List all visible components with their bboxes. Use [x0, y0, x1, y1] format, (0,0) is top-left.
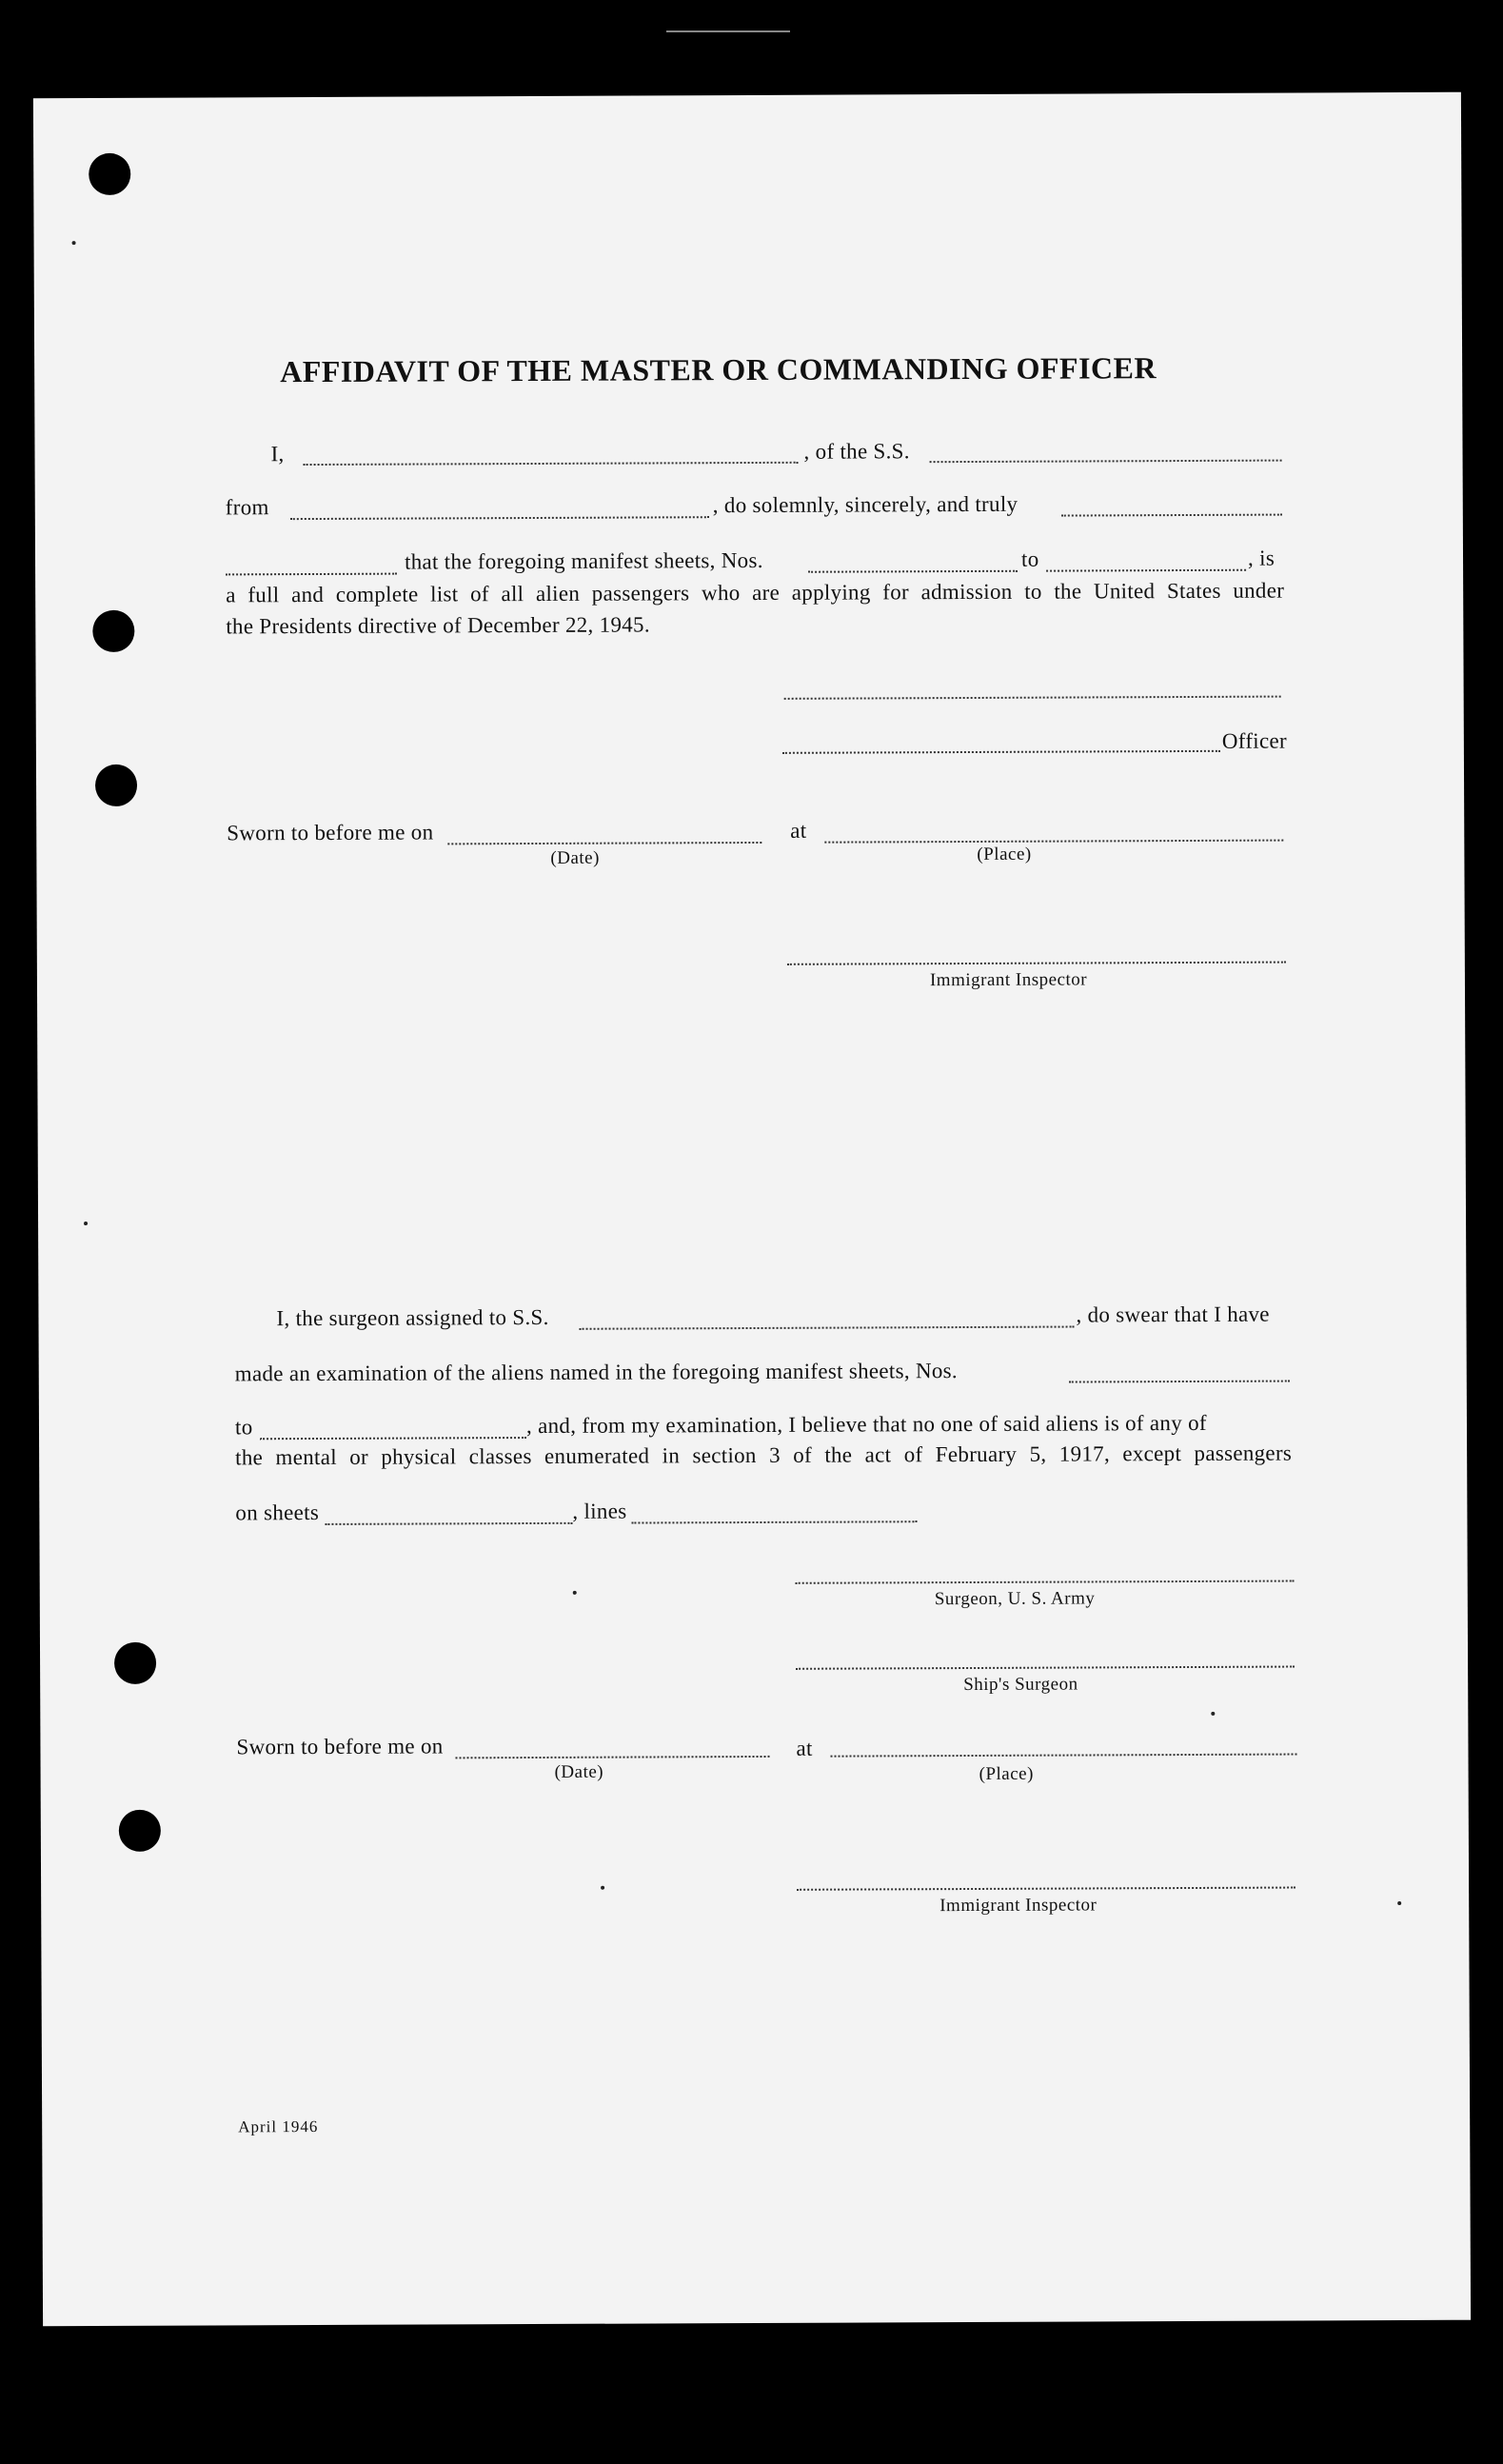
surgeon-on-sheets-label: on sheets — [235, 1500, 320, 1525]
scan-speck — [1397, 1901, 1401, 1905]
master-ship-name-field[interactable] — [930, 460, 1282, 464]
surgeon-date-caption: (Date) — [554, 1761, 604, 1782]
master-from-port-field[interactable] — [290, 516, 709, 520]
surgeon-lines-field[interactable] — [631, 1520, 917, 1523]
scan-speck — [573, 1591, 577, 1595]
master-name-field[interactable] — [304, 462, 799, 466]
ship-surgeon-signature-field[interactable] — [796, 1666, 1295, 1670]
master-from-label: from — [225, 495, 269, 520]
master-affirm-field[interactable] — [226, 573, 397, 576]
master-sheet-to-field[interactable] — [1046, 569, 1246, 572]
surgeon-sheet-to-field[interactable] — [260, 1437, 526, 1440]
master-sheet-from-field[interactable] — [808, 570, 1018, 573]
master-at-label: at — [790, 818, 807, 843]
ship-surgeon-caption: Ship's Surgeon — [963, 1674, 1078, 1696]
scan-speck — [1211, 1712, 1215, 1716]
master-inspector-signature-field[interactable] — [787, 962, 1286, 965]
army-surgeon-caption: Surgeon, U. S. Army — [934, 1588, 1096, 1610]
surgeon-to-label: to — [234, 1415, 253, 1440]
scan-speck — [601, 1886, 604, 1890]
surgeon-swear-text: , do swear that I have — [1076, 1302, 1270, 1327]
master-statement-line: a full and complete list of all alien passengers who are applying for admission to the United States under — [226, 578, 1285, 607]
surgeon-ship-name-field[interactable] — [580, 1326, 1075, 1330]
surgeon-sheets-field[interactable] — [325, 1522, 572, 1525]
master-signature-field[interactable] — [784, 696, 1281, 700]
master-sworn-label: Sworn to before me on — [227, 820, 434, 845]
surgeon-classes-text: the mental or physical classes enumerated in section 3 of the act of February 5, 1917, except passengers — [235, 1441, 1293, 1470]
surgeon-sworn-date-field[interactable] — [456, 1756, 770, 1759]
surgeon-examination-text: made an examination of the aliens named in the foregoing manifest sheets, Nos. — [234, 1359, 958, 1386]
surgeon-inspector-caption: Immigrant Inspector — [939, 1895, 1098, 1917]
surgeon-sworn-place-field[interactable] — [831, 1754, 1297, 1758]
surgeon-lines-label: , lines — [572, 1499, 627, 1523]
form-edition-date: April 1946 — [238, 2116, 319, 2136]
page-title: AFFIDAVIT OF THE MASTER OR COMMANDING OFFICER — [280, 350, 1157, 389]
master-manifest-text: that the foregoing manifest sheets, Nos. — [404, 547, 763, 574]
surgeon-sheet-from-field[interactable] — [1069, 1381, 1290, 1383]
master-inspector-caption: Immigrant Inspector — [929, 969, 1088, 991]
master-date-caption: (Date) — [550, 847, 600, 868]
master-directive-line: the Presidents directive of December 22, 1945. — [226, 612, 650, 639]
officer-label: Officer — [1221, 728, 1288, 753]
master-of-ss-label: , of the S.S. — [803, 439, 910, 464]
scan-edge-mark — [666, 30, 790, 32]
affidavit-form-page — [33, 92, 1471, 2327]
scan-speck — [84, 1222, 88, 1225]
master-sworn-date-field[interactable] — [447, 842, 761, 845]
punch-hole — [119, 1810, 161, 1852]
punch-hole — [95, 765, 137, 806]
surgeon-at-label: at — [796, 1736, 813, 1760]
surgeon-inspector-signature-field[interactable] — [797, 1887, 1295, 1891]
master-i-label: I, — [270, 442, 285, 467]
punch-hole — [114, 1642, 156, 1684]
master-sworn-place-field[interactable] — [824, 840, 1283, 844]
master-swear-field[interactable] — [1061, 514, 1282, 517]
master-place-caption: (Place) — [977, 844, 1032, 864]
master-do-solemnly: , do solemnly, sincerely, and truly — [712, 491, 1018, 518]
punch-hole — [92, 610, 134, 652]
scan-speck — [72, 241, 76, 245]
officer-signature-field[interactable] — [782, 750, 1220, 754]
master-to-label: to — [1020, 546, 1039, 571]
surgeon-sworn-label: Sworn to before me on — [236, 1734, 444, 1759]
army-surgeon-signature-field[interactable] — [796, 1580, 1295, 1584]
surgeon-place-caption: (Place) — [979, 1763, 1034, 1784]
surgeon-intro-text: I, the surgeon assigned to S.S. — [276, 1304, 549, 1331]
master-is-label: , is — [1247, 546, 1276, 570]
punch-hole — [89, 153, 130, 195]
surgeon-belief-text: , and, from my examination, I believe that no one of said aliens is of any of — [525, 1410, 1207, 1439]
